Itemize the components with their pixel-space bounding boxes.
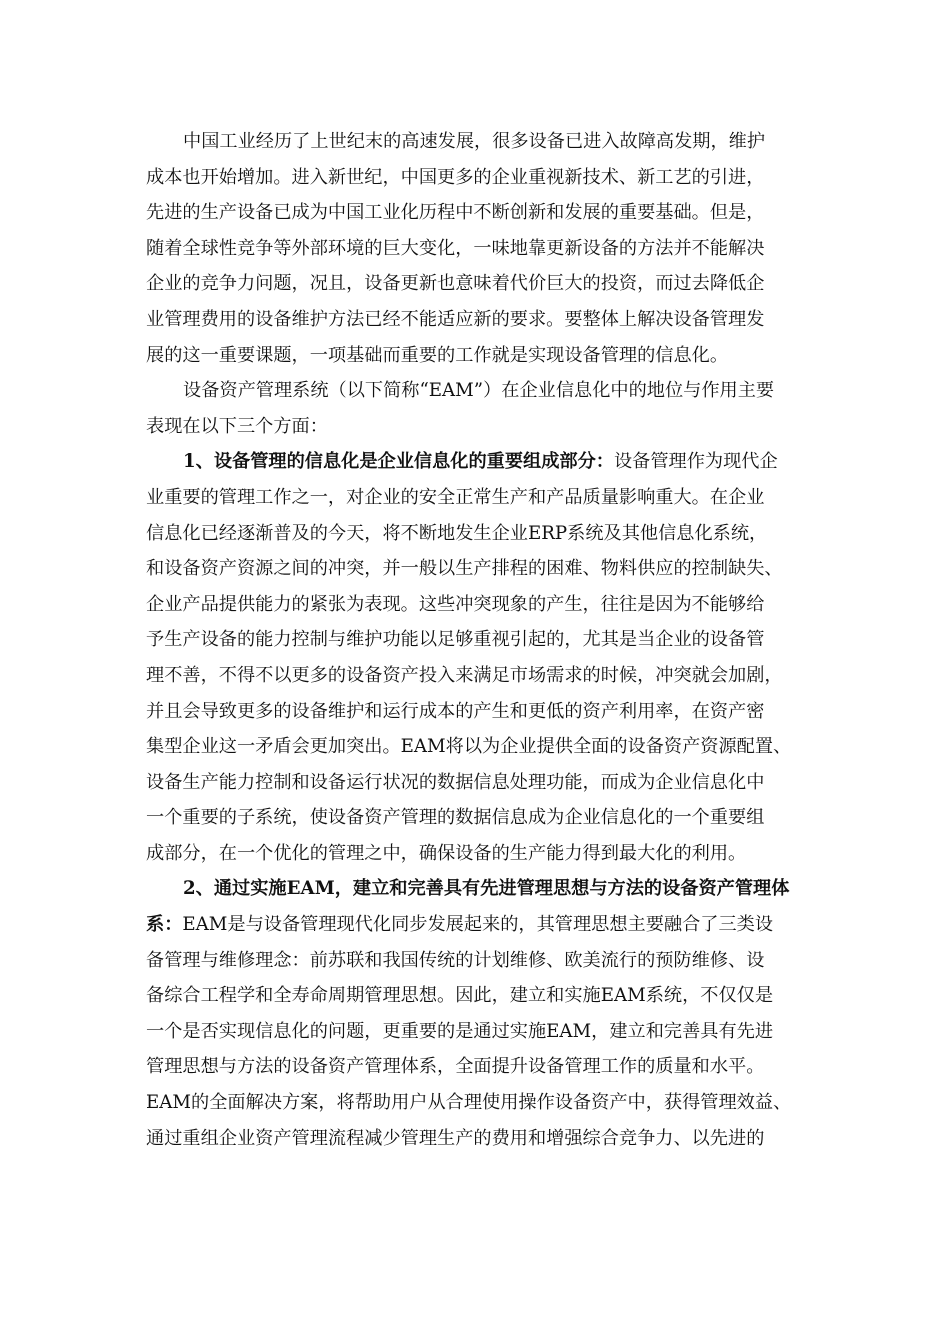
- point-2-second-line-rest: EAM是与设备管理现代化同步发展起来的，其管理思想主要融合了三类设: [182, 914, 774, 936]
- point-1-line: 集型企业这一矛盾会更加突出。EAM将以为企业提供全面的设备资产资源配置、: [146, 736, 792, 758]
- point-1-line: 并且会导致更多的设备维护和运行成本的产生和更低的资产利用率，在资产密: [146, 700, 765, 722]
- point-1-line: 设备生产能力控制和设备运行状况的数据信息处理功能，而成为企业信息化中: [146, 771, 765, 793]
- point-2-second-line: [146, 907, 816, 943]
- point-1-first-line: [146, 444, 816, 480]
- paragraph-2-line: 设备资产管理系统（以下简称“EAM”）在企业信息化中的地位与作用主要: [183, 380, 775, 402]
- paragraph-1-line: 先进的生产设备已成为中国工业化历程中不断创新和发展的重要基础。但是，: [146, 202, 765, 224]
- point-2-line: 通过重组企业资产管理流程减少管理生产的费用和增强综合竞争力、以先进的: [146, 1127, 765, 1149]
- paragraph-2-line: 表现在以下三个方面：: [146, 415, 328, 437]
- point-2-line: 管理思想与方法的设备资产管理体系，全面提升设备管理工作的质量和水平。: [146, 1056, 765, 1078]
- point-1-line: 业重要的管理工作之一，对企业的安全正常生产和产品质量影响重大。在企业: [146, 486, 765, 508]
- point-2-heading-line-1: 2、通过实施EAM，建立和完善具有先进管理思想与方法的设备资产管理体: [183, 878, 790, 900]
- point-1-line: 企业产品提供能力的紧张为表现。这些冲突现象的产生，往往是因为不能够给: [146, 593, 765, 615]
- point-1-heading: 1、设备管理的信息化是企业信息化的重要组成部分：: [183, 451, 614, 473]
- point-1-line: 予生产设备的能力控制与维护功能以足够重视引起的，尤其是当企业的设备管: [146, 629, 765, 651]
- paragraph-1-line: 展的这一重要课题，一项基础而重要的工作就是实现设备管理的信息化。: [146, 344, 729, 366]
- point-1-line: 和设备资产资源之间的冲突，并一般以生产排程的困难、物料供应的控制缺失、: [146, 558, 783, 580]
- paragraph-1-line: 企业的竞争力问题，况且，设备更新也意味着代价巨大的投资，而过去降低企: [146, 273, 765, 295]
- point-2-line: 备管理与维修理念：前苏联和我国传统的计划维修、欧美流行的预防维修、设: [146, 949, 765, 971]
- paragraph-1-line: 中国工业经历了上世纪末的高速发展，很多设备已进入故障高发期，维护: [183, 131, 766, 152]
- point-2-line: 备综合工程学和全寿命周期管理思想。因此，建立和实施EAM系统，不仅仅是: [146, 985, 774, 1007]
- point-2-heading-line-2: 系：: [146, 914, 183, 936]
- point-1-line: 一个重要的子系统，使设备资产管理的数据信息成为企业信息化的一个重要组: [146, 807, 765, 829]
- point-1-line: 信息化已经逐渐普及的今天，将不断地发生企业ERP系统及其他信息化系统，: [146, 522, 768, 544]
- point-2-line: EAM的全面解决方案，将帮助用户从合理使用操作设备资产中，获得管理效益、: [146, 1092, 792, 1114]
- point-2-line: 一个是否实现信息化的问题，更重要的是通过实施EAM，建立和完善具有先进: [146, 1020, 774, 1042]
- body-text: [146, 124, 816, 1156]
- point-1-line: 成部分，在一个优化的管理之中，确保设备的生产能力得到最大化的利用。: [146, 842, 747, 864]
- paragraph-1-line: 成本也开始增加。进入新世纪，中国更多的企业重视新技术、新工艺的引进，: [146, 166, 765, 188]
- point-1-line: 理不善，不得不以更多的设备资产投入来满足市场需求的时候，冲突就会加剧，: [146, 664, 783, 686]
- paragraph-1-line: 随着全球性竞争等外部环境的巨大变化，一味地靠更新设备的方法并不能解决: [146, 237, 765, 259]
- point-1-first-line-rest: 设备管理作为现代企: [613, 451, 778, 473]
- paragraph-1-line: 业管理费用的设备维护方法已经不能适应新的要求。要整体上解决设备管理发: [146, 308, 765, 330]
